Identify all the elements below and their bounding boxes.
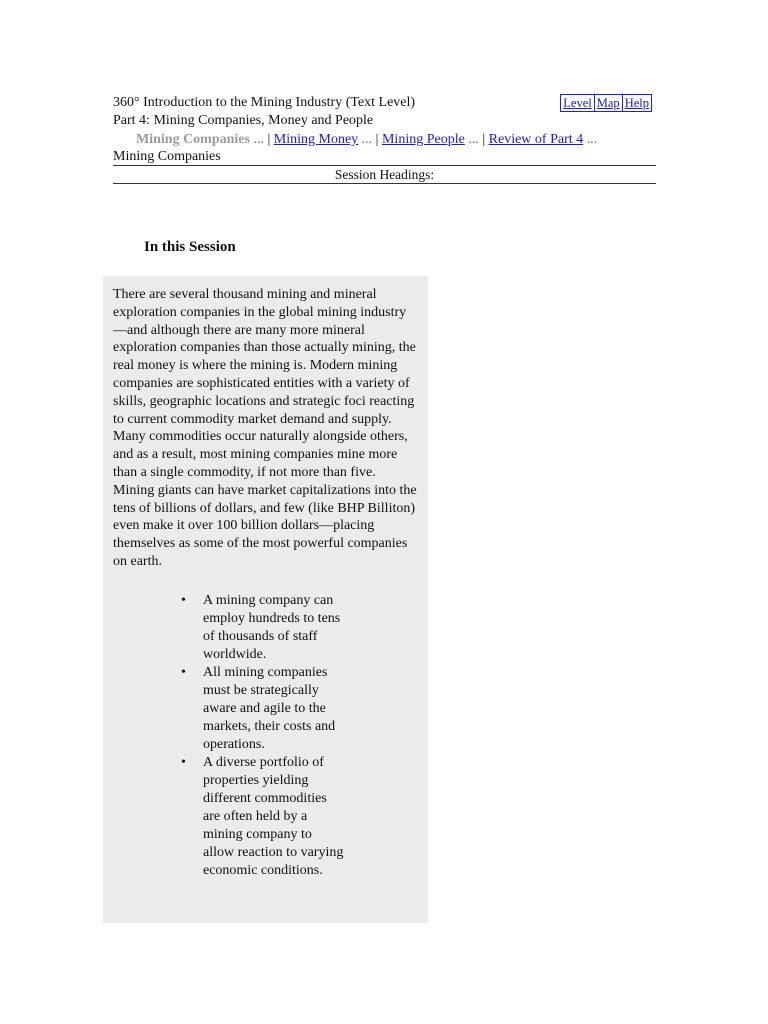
session-nav-separator: | [482,132,486,147]
session-nav-link-mining-money[interactable]: Mining Money [273,132,359,147]
session-nav-separator: | [375,132,379,147]
session-nav-dots: ... [253,132,264,147]
bullet-icon: • [181,592,186,608]
session-nav-dots: ... [468,132,479,147]
top-nav [561,94,652,112]
session-nav-dots: ... [586,132,598,147]
session-nav-link-mining-people[interactable]: Mining People [381,132,465,147]
session-nav-link-review[interactable]: Review of Part 4 [488,132,584,147]
session-intro-text: There are several thousand mining and mineral exploration companies in the global mining industry—and although there are many more mineral exploration companies than those actually mining, the real money is where the mining is. Modern mining companies are sophisticated entities with a variety of skills, geographic locations and strategic foci reacting to current commodity market demand and supply. Many commodities occur naturally alongside others, and as a result, most mining companies mine more than a single commodity, if not more than five. Mining giants can have market capitalizations into the tens of billions of dollars, and few (like BHP Billiton) even make it over 100 billion dollars—placing themselves as some of the most powerful companies on earth. [113,287,417,569]
session-headings-bar: Session Headings: [113,165,656,184]
help-link[interactable]: Help [622,94,652,112]
course-title: 360° Introduction to the Mining Industry (Text Level) [113,95,416,110]
page-header [113,94,656,184]
title-row [113,94,656,112]
list-item-text: A mining company can employ hundreds to tens of thousands of staff worldwide. [203,592,341,662]
list-item [181,754,345,880]
part-title: Part 4: Mining Companies, Money and People [113,113,374,128]
map-link[interactable]: Map [594,94,623,112]
bullet-icon: • [181,754,186,770]
list-item-text: A diverse portfolio of properties yielding different commodities are often held by a mining company to allow reaction to varying economic conditions. [203,754,344,878]
level-link[interactable]: Level [560,94,594,112]
list-item [181,664,345,754]
session-title: In this Session [144,239,236,255]
session-nav-separator: | [267,132,271,147]
session-summary-panel [103,276,428,923]
section-name: Mining Companies [113,149,221,164]
session-nav [113,130,656,149]
list-item-text: All mining companies must be strategically aware and agile to the markets, their costs and operations. [203,664,336,752]
session-nav-dots: ... [361,132,373,147]
list-item [181,592,345,664]
session-nav-current: Mining Companies [136,132,250,147]
key-points-list [113,592,418,880]
bullet-icon: • [181,664,186,680]
